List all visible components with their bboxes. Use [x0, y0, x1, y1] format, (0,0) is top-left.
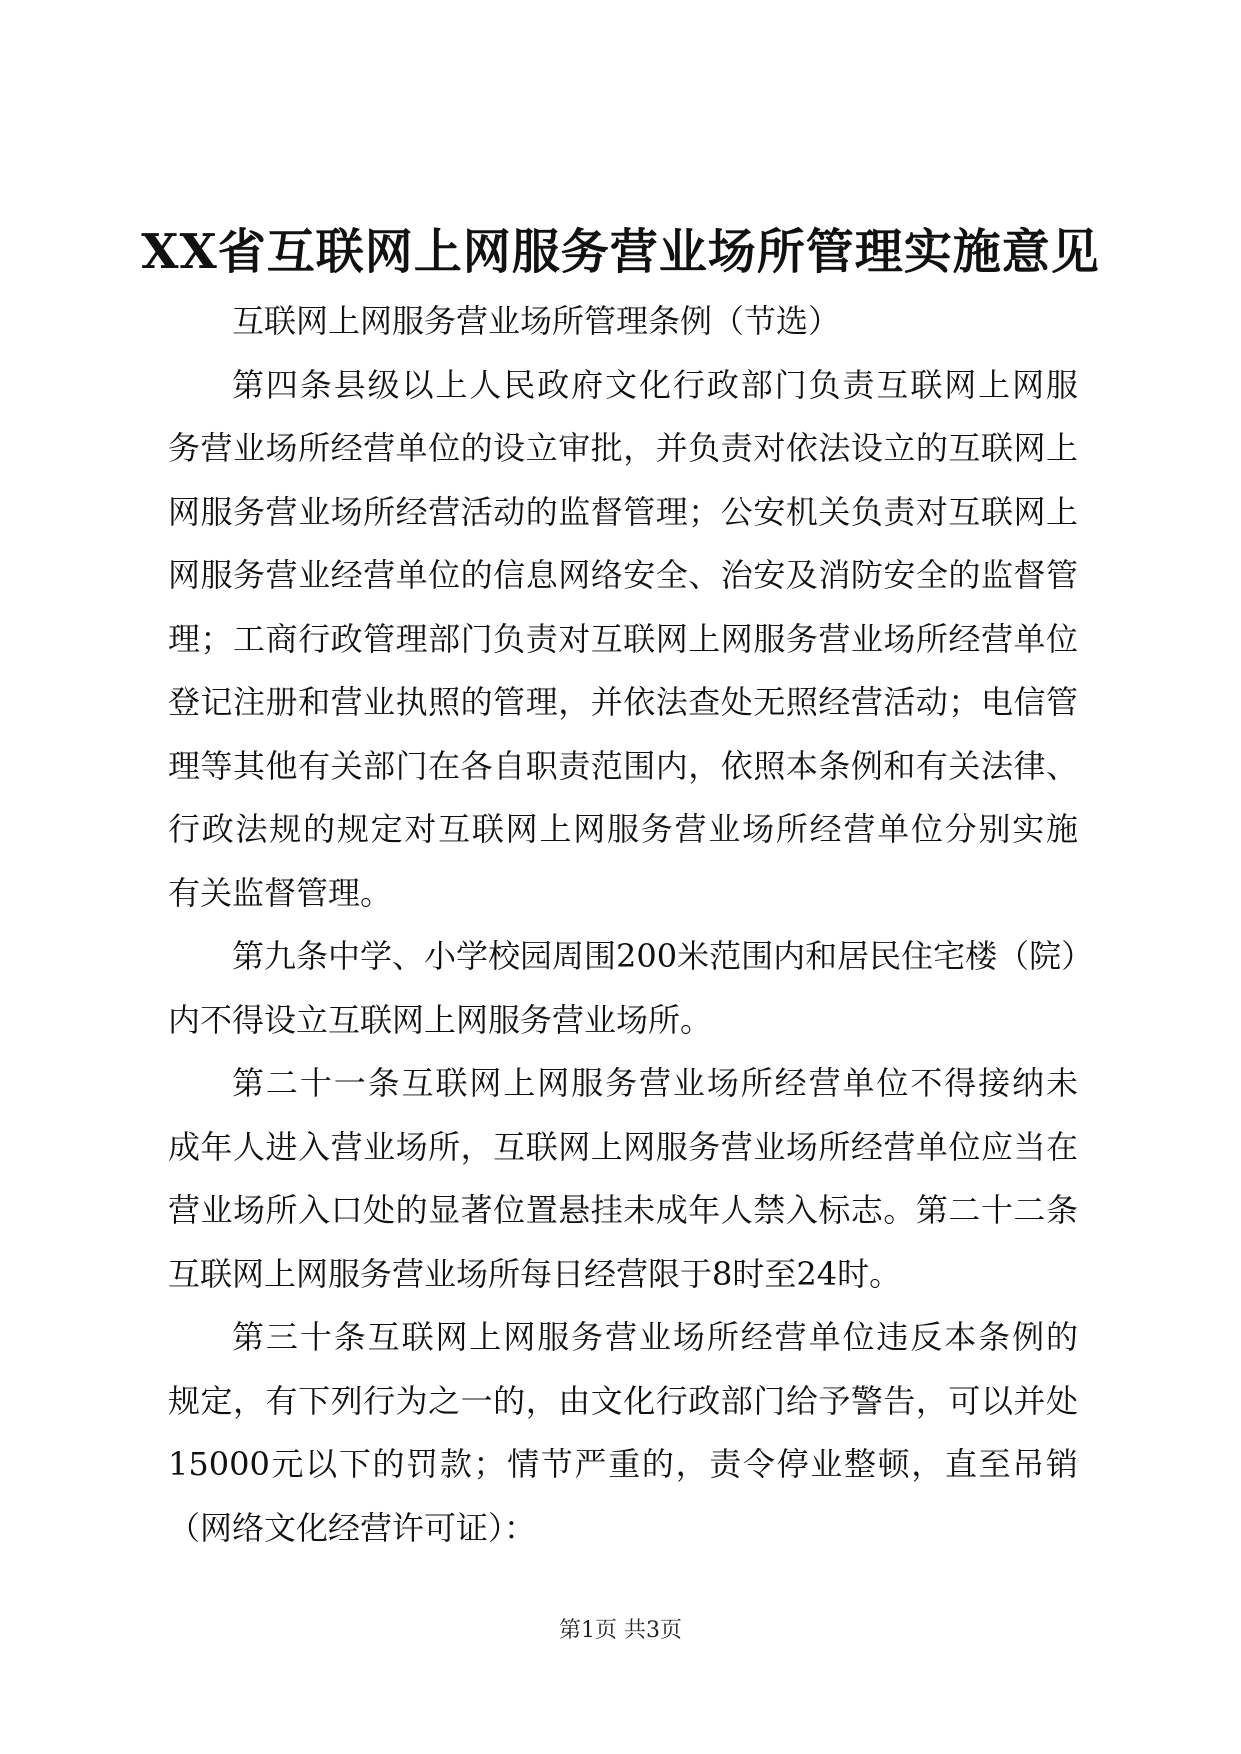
- text-line: 营业场所入口处的显著位置悬挂未成年人禁入标志。第二十二条: [168, 1191, 1078, 1229]
- text-line: 第三十条互联网上网服务营业场所经营单位违反本条例的: [232, 1318, 1078, 1356]
- text-line: 有关监督管理。: [168, 873, 393, 912]
- paragraph-article-9: [168, 925, 1094, 1052]
- text-line: 登记注册和营业执照的管理，并依法查处无照经营活动；电信管: [168, 683, 1078, 721]
- paragraph-article-4: [168, 354, 1078, 926]
- text-line: 第九条中学、小学校园周围200米范围内和居民住宅楼（院）: [232, 937, 1094, 975]
- text-line: 网服务营业经营单位的信息网络安全、治安及消防安全的监督管: [168, 556, 1078, 594]
- page-number-footer: 第1页 共3页: [559, 1618, 682, 1643]
- paragraph-article-21: [168, 1052, 1078, 1306]
- paragraph-article-30: [168, 1306, 1078, 1560]
- text-line: 网服务营业场所经营活动的监督管理；公安机关负责对互联网上: [168, 492, 1078, 531]
- document-body: [168, 290, 1094, 1560]
- text-line: （网络文化经营许可证）：: [168, 1508, 537, 1547]
- text-line: 第四条县级以上人民政府文化行政部门负责互联网上网服: [232, 365, 1078, 404]
- document-title: XX省互联网上网服务营业场所管理实施意见: [141, 224, 1100, 280]
- text-line: 行政法规的规定对互联网上网服务营业场所经营单位分别实施: [168, 810, 1078, 848]
- text-line: 理；工商行政管理部门负责对互联网上网服务营业场所经营单位: [168, 619, 1078, 658]
- text-line: 互联网上网服务营业场所管理条例（节选）: [232, 302, 841, 340]
- text-line: 内不得设立互联网上网服务营业场所。: [168, 1000, 713, 1039]
- text-line: 15000元以下的罚款；情节严重的，责令停业整顿，直至吊销: [168, 1445, 1078, 1483]
- text-line: 第二十一条互联网上网服务营业场所经营单位不得接纳未: [232, 1064, 1078, 1102]
- text-line: 规定，有下列行为之一的，由文化行政部门给予警告，可以并处: [168, 1381, 1078, 1420]
- paragraph-heading: [168, 290, 1078, 354]
- text-line: 务营业场所经营单位的设立审批，并负责对依法设立的互联网上: [168, 429, 1078, 467]
- text-line: 互联网上网服务营业场所每日经营限于8时至24时。: [168, 1254, 902, 1293]
- text-line: 成年人进入营业场所，互联网上网服务营业场所经营单位应当在: [168, 1127, 1078, 1166]
- text-line: 理等其他有关部门在各自职责范围内，依照本条例和有关法律、: [168, 746, 1078, 785]
